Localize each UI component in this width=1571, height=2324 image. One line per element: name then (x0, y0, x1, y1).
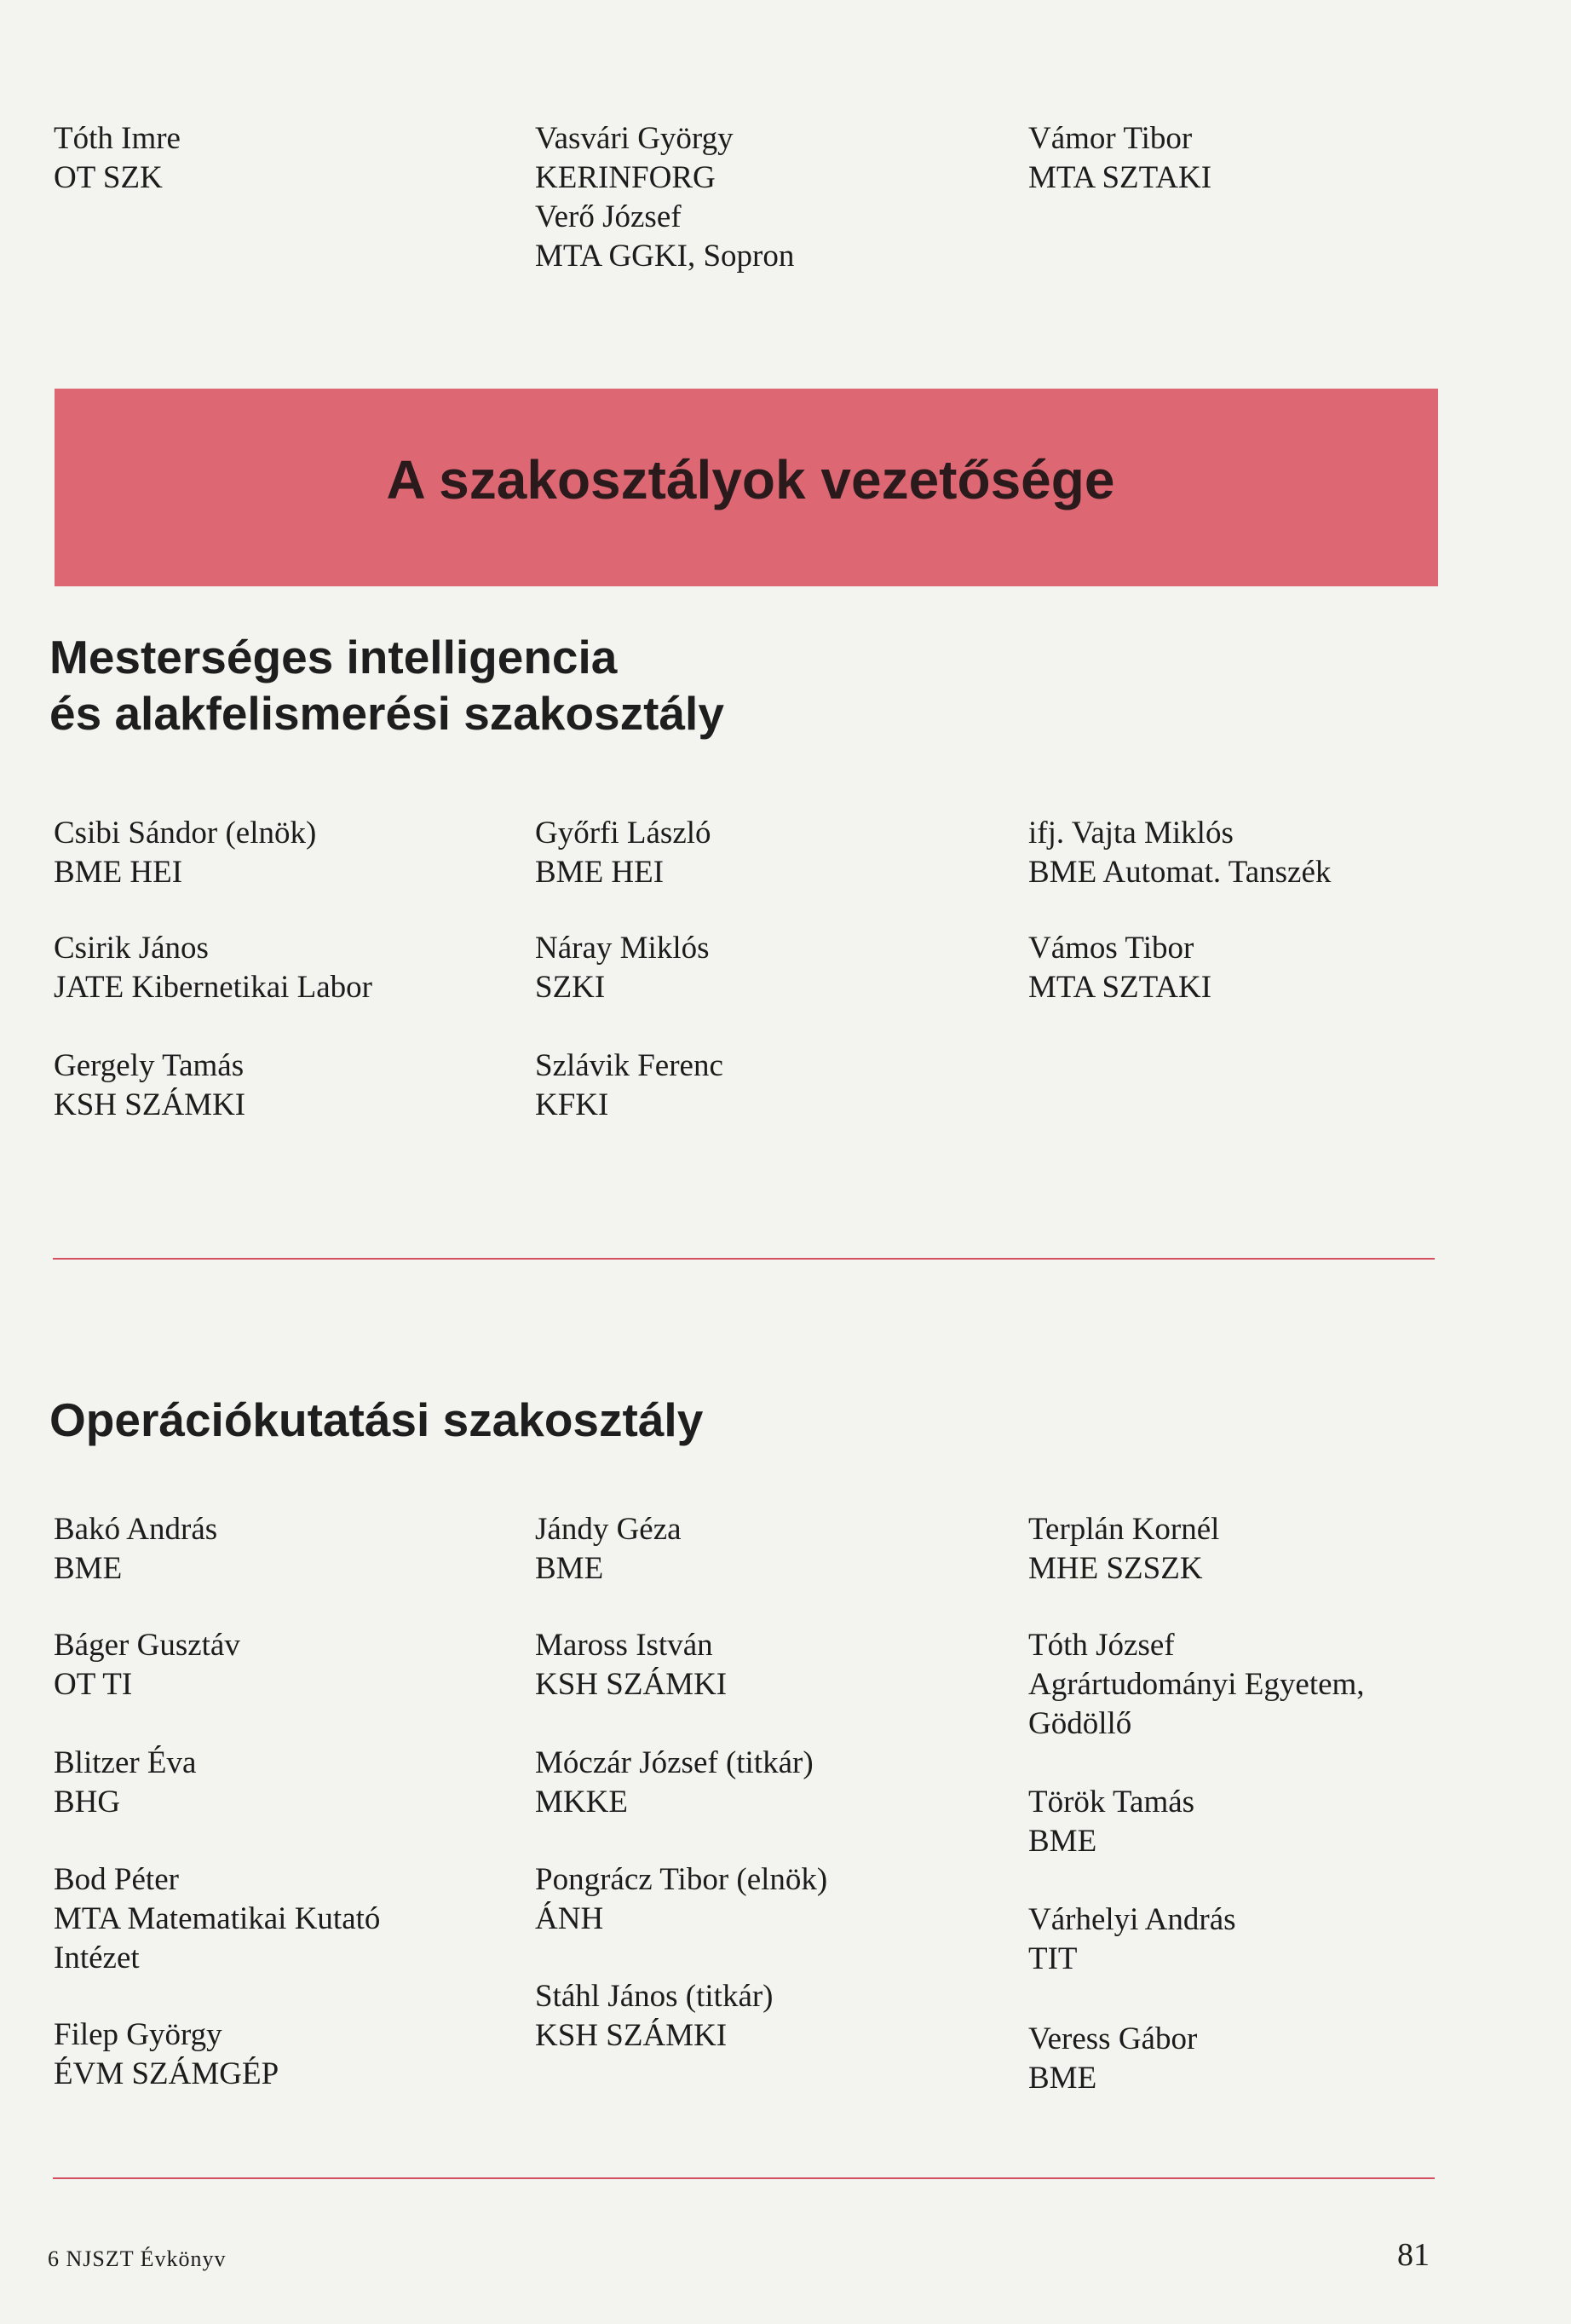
member-affiliation: Intézet (54, 1941, 140, 1975)
member-entry (54, 1626, 531, 1704)
section-heading-or (49, 1392, 703, 1448)
member-name: Bakó András (54, 1512, 218, 1547)
member-affiliation: OT SZK (54, 160, 163, 195)
member-entry (1028, 2020, 1505, 2098)
member-affiliation: KSH SZÁMKI (535, 2018, 728, 2053)
member-entry (1028, 1626, 1505, 1744)
member-entry (1028, 929, 1505, 1007)
member-affiliation: Gödöllő (1028, 1706, 1132, 1741)
member-name: Tóth Imre (54, 121, 181, 156)
member-entry (1028, 814, 1505, 892)
member-affiliation: KSH SZÁMKI (535, 1667, 728, 1702)
section-heading-line: Mesterséges intelligencia (49, 631, 618, 683)
section-divider (53, 1258, 1435, 1260)
section-heading-ai (49, 629, 724, 741)
member-affiliation: ÉVM SZÁMGÉP (54, 2056, 279, 2091)
member-name: Bod Péter (54, 1862, 179, 1897)
member-name: Filep György (54, 2017, 222, 2052)
member-entry (535, 1510, 1012, 1589)
member-affiliation: BHG (54, 1785, 121, 1819)
member-affiliation: OT TI (54, 1667, 133, 1702)
banner-title: A szakosztályok vezetősége (386, 449, 1115, 510)
member-entry (535, 1626, 1012, 1704)
member-affiliation: BME (54, 1551, 123, 1586)
member-name: Blitzer Éva (54, 1745, 197, 1780)
member-name: Győrfi László (535, 816, 711, 851)
member-affiliation: Agrártudományi Egyetem, (1028, 1667, 1365, 1702)
member-affiliation: JATE Kibernetikai Labor (54, 970, 372, 1005)
member-entry (535, 1047, 1012, 1125)
member-affiliation: MTA Matematikai Kutató (54, 1901, 381, 1936)
member-entry (535, 1744, 1012, 1822)
member-name: Móczár József (titkár) (535, 1745, 814, 1780)
member-affiliation: TIT (1028, 1941, 1078, 1976)
member-name: Csirik János (54, 931, 209, 966)
page-number: 81 (1397, 2237, 1430, 2273)
member-affiliation: MTA SZTAKI (1028, 160, 1212, 195)
member-name: ifj. Vajta Miklós (1028, 816, 1234, 851)
member-affiliation: BME (535, 1551, 604, 1586)
member-name: Báger Gusztáv (54, 1628, 240, 1663)
member-entry (535, 929, 1012, 1007)
member-name: Jándy Géza (535, 1512, 682, 1547)
member-name: Gergely Tamás (54, 1048, 245, 1083)
member-affiliation: BME (1028, 1824, 1097, 1859)
member-entry (54, 1047, 531, 1125)
member-affiliation: ÁNH (535, 1901, 604, 1936)
member-entry (535, 119, 1012, 276)
member-entry (54, 2015, 531, 2094)
member-affiliation: BME HEI (535, 855, 665, 890)
member-affiliation: MKKE (535, 1785, 628, 1819)
member-affiliation: MTA GGKI, Sopron (535, 239, 795, 274)
section-heading-line: Operációkutatási szakosztály (49, 1393, 704, 1446)
member-name: Vámor Tibor (1028, 121, 1193, 156)
member-name: Náray Miklós (535, 931, 710, 966)
footer-signature: 6 NJSZT Évkönyv (48, 2246, 227, 2271)
member-name: Szlávik Ferenc (535, 1048, 723, 1083)
member-affiliation: KERINFORG (535, 160, 716, 195)
section-heading-line: és alakfelismerési szakosztály (49, 687, 724, 740)
member-name: Vasvári György (535, 121, 734, 156)
member-entry (1028, 1900, 1505, 1979)
member-affiliation: KSH SZÁMKI (54, 1087, 246, 1122)
member-entry (54, 1510, 531, 1589)
member-name: Pongrácz Tibor (elnök) (535, 1862, 828, 1897)
member-name: Várhelyi András (1028, 1902, 1236, 1937)
member-entry (54, 814, 531, 892)
member-name: Veress Gábor (1028, 2021, 1198, 2056)
member-entry (54, 1744, 531, 1822)
member-entry (1028, 119, 1505, 198)
member-entry (54, 1860, 531, 1978)
member-affiliation: BME HEI (54, 855, 183, 890)
section-banner (55, 389, 1438, 586)
member-name: Stáhl János (titkár) (535, 1979, 774, 2014)
member-affiliation: BME Automat. Tanszék (1028, 855, 1332, 890)
member-entry (1028, 1510, 1505, 1589)
member-entry (535, 1860, 1012, 1939)
member-entry (54, 119, 531, 198)
member-entry (535, 814, 1012, 892)
member-entry (535, 1977, 1012, 2056)
member-name: Terplán Kornél (1028, 1512, 1220, 1547)
member-affiliation: MHE SZSZK (1028, 1551, 1203, 1586)
member-name: Maross István (535, 1628, 713, 1663)
member-affiliation: MTA SZTAKI (1028, 970, 1212, 1005)
member-name: Vámos Tibor (1028, 931, 1194, 966)
member-affiliation: SZKI (535, 970, 606, 1005)
member-name: Verő József (535, 199, 682, 234)
member-affiliation: KFKI (535, 1087, 609, 1122)
section-divider (53, 2177, 1435, 2179)
member-name: Török Tamás (1028, 1785, 1195, 1819)
member-name: Tóth József (1028, 1628, 1175, 1663)
member-entry (1028, 1783, 1505, 1861)
member-affiliation: BME (1028, 2061, 1097, 2096)
member-entry (54, 929, 531, 1007)
member-name: Csibi Sándor (elnök) (54, 816, 317, 851)
